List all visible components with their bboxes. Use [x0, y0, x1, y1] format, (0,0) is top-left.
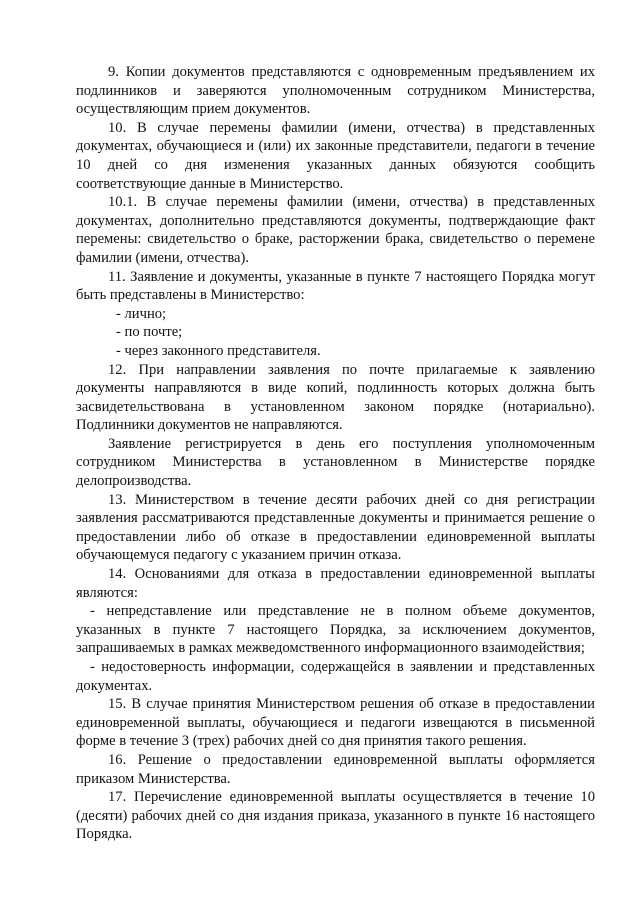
paragraph-17: 17. Перечисление единовременной выплаты осуществляется в течение 10 (десяти) рабочих дней со дня издания приказа, указанного в пункте 16 настоящего Порядка.	[76, 789, 595, 843]
refusal-reason-documents: - непредставление или представление не в полном объеме документов, указанных в пункте 7 настоящего Порядка, за исключением документов, запрашиваемых в рамках межведомственного информационного взаимодействия;	[76, 603, 595, 657]
paragraph-13: 13. Министерством в течение десяти рабочих дней со дня регистрации заявления рассматриваются представленные документы и принимается решение о предоставлении либо об отказе в предоставлении единовременной выплаты обучающемуся педагогу с указанием причин отказа.	[76, 491, 595, 564]
document-page	[76, 63, 595, 844]
paragraph-14: 14. Основаниями для отказа в предоставлении единовременной выплаты являются:	[76, 566, 595, 601]
paragraph-12: 12. При направлении заявления по почте прилагаемые к заявлению документы направляются в виде копий, подлинность которых должна быть засвидетельствована в установленном законом порядке (нотариально). Подлинники документов не направляются.	[76, 361, 595, 434]
paragraph-registration: Заявление регистрируется в день его поступления уполномоченным сотрудником Министерства в установленном в Министерстве порядке делопроизводства.	[76, 435, 595, 490]
paragraph-9: 9. Копии документов представляются с одновременным предъявлением их подлинников и заверяются уполномоченным сотрудником Министерства, осуществляющим прием документов.	[76, 64, 595, 118]
paragraph-11: 11. Заявление и документы, указанные в пункте 7 настоящего Порядка могут быть представлены в Министерство:	[76, 268, 595, 304]
refusal-reason-inaccuracy: - недостоверность информации, содержащейся в заявлении и представленных документах.	[76, 659, 595, 694]
paragraph-10-1: 10.1. В случае перемены фамилии (имени, отчества) в представленных документах, дополнительно представляются документы, подтверждающие факт перемены: свидетельство о браке, расторжении брака, свидетельство о перемене фамилии (имени, отчества).	[76, 194, 595, 266]
paragraph-15: 15. В случае принятия Министерством решения об отказе в предоставлении единовременной выплаты, обучающиеся и педагоги извещаются в письменной форме в течение 3 (трех) рабочих дней со дня принятия такого решения.	[76, 696, 595, 750]
list-item-in-person: - лично;	[116, 305, 167, 322]
paragraph-16: 16. Решение о предоставлении единовременной выплаты оформляется приказом Министерства.	[76, 751, 595, 787]
paragraph-10: 10. В случае перемены фамилии (имени, отчества) в представленных документах, обучающиеся и (или) их законные представители, педагоги в течение 10 дней со дня изменения указанных данных обязуются сообщить соответствующие данные в Министерство.	[76, 119, 595, 192]
list-item-by-mail: - по почте;	[116, 324, 183, 341]
list-item-via-representative: - через законного представителя.	[116, 342, 321, 359]
